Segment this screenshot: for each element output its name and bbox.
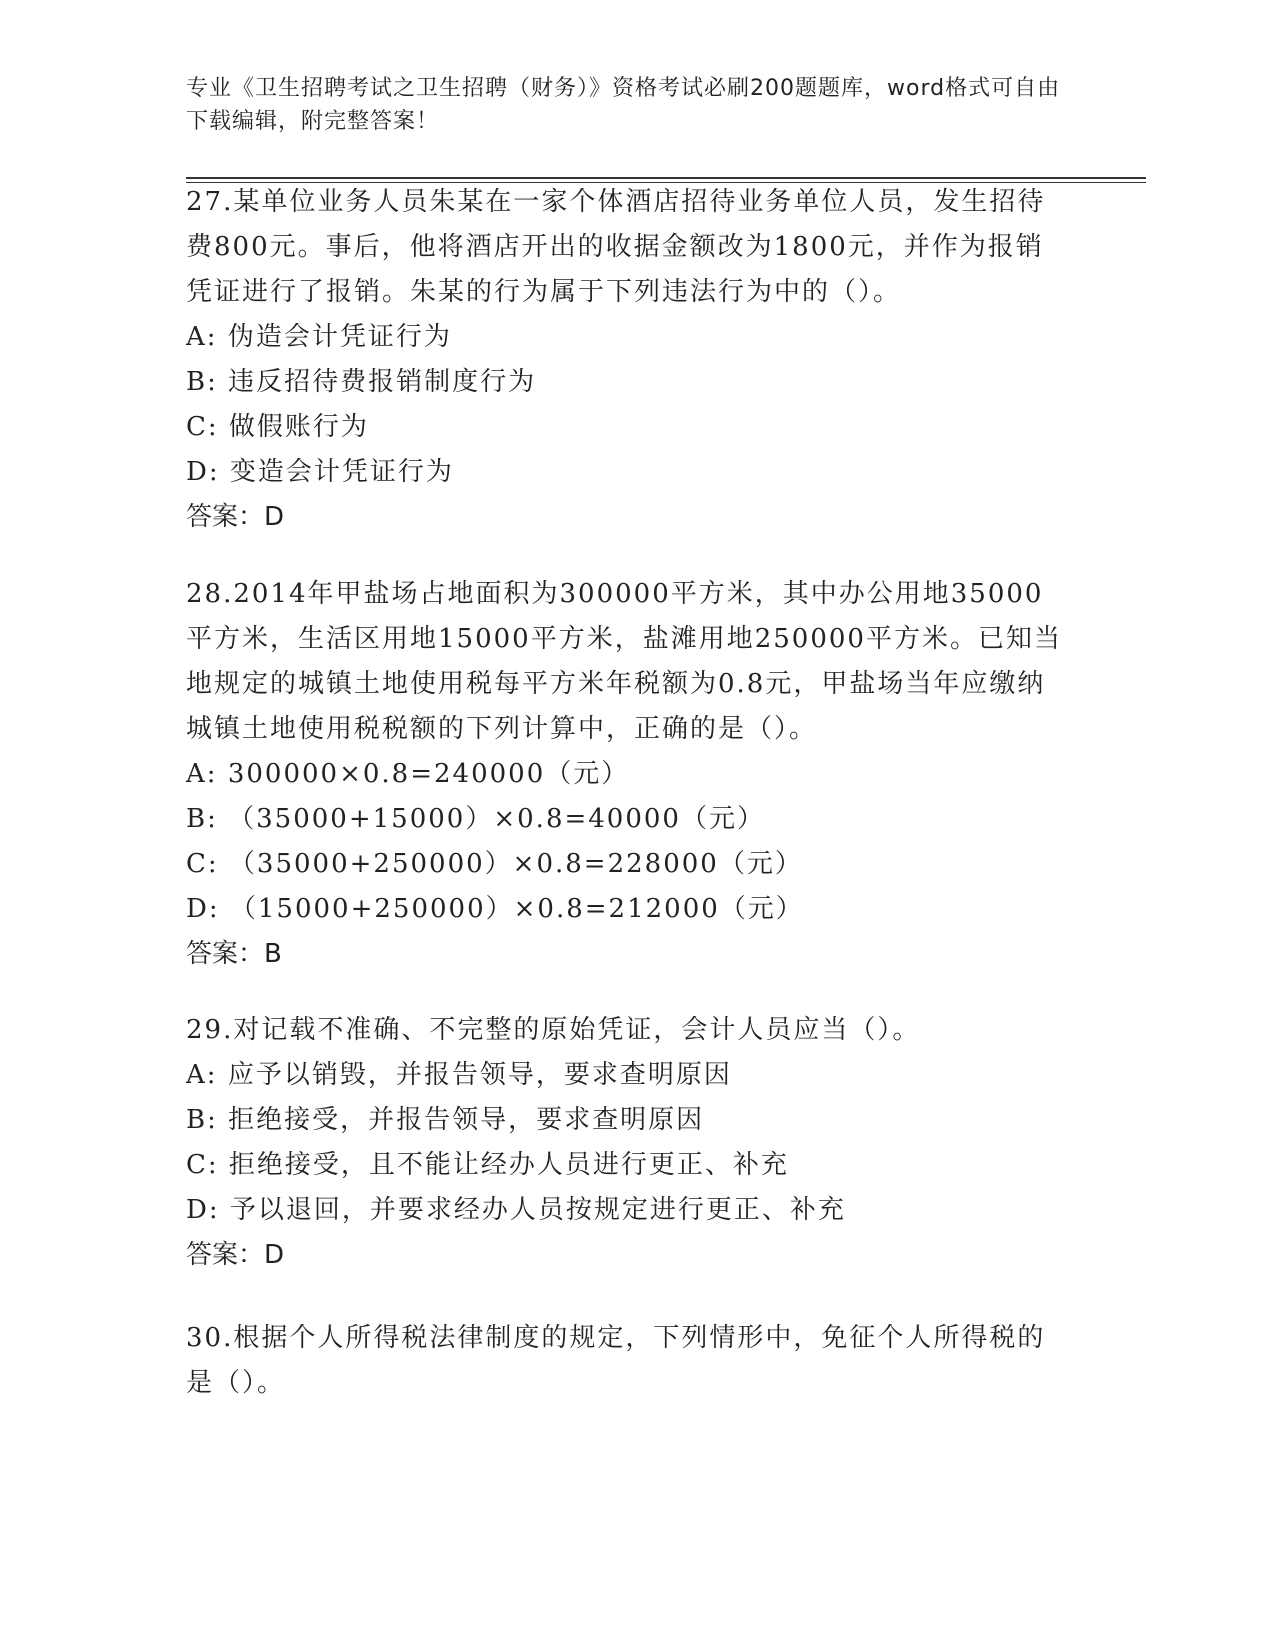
option-c (186, 405, 1066, 450)
answer-value: B (264, 939, 282, 969)
option-c (186, 1143, 1066, 1188)
option-key: A: (186, 322, 218, 352)
option-key: D: (186, 457, 220, 487)
option-text: 做假账行为 (228, 412, 369, 442)
document-header: 专业《卫生招聘考试之卫生招聘（财务）》资格考试必刷200题题库，word格式可自由下载编辑，附完整答案！ (186, 76, 1061, 134)
option-b (186, 360, 1066, 405)
answer-value: D (264, 1240, 285, 1270)
option-b (186, 1098, 1066, 1143)
question-29 (186, 1008, 1066, 1278)
option-key: C: (186, 412, 219, 442)
option-text: （35000+15000）×0.8=40000（元） (228, 804, 765, 834)
option-key: D: (186, 1195, 220, 1225)
option-text: 变造会计凭证行为 (229, 457, 454, 487)
option-text: 伪造会计凭证行为 (227, 322, 452, 352)
option-text: （15000+250000）×0.8=212000（元） (229, 894, 804, 924)
answer-line (186, 932, 1066, 977)
header-divider-thick (186, 177, 1146, 179)
option-text: 违反招待费报销制度行为 (228, 367, 537, 397)
option-text: 予以退回，并要求经办人员按规定进行更正、补充 (229, 1195, 846, 1225)
option-c (186, 842, 1066, 887)
option-d (186, 450, 1066, 495)
question-stem: 28.2014年甲盐场占地面积为300000平方米，其中办公用地35000平方米，生活区用地15000平方米，盐滩用地250000平方米。已知当地规定的城镇土地使用税每平方米年税额为0.8元，甲盐场当年应缴纳城镇土地使用税税额的下列计算中，正确的是（）。 (186, 579, 1062, 744)
question-stem: 29.对记载不准确、不完整的原始凭证，会计人员应当（）。 (186, 1015, 921, 1045)
question-27 (186, 180, 1066, 540)
answer-value: D (264, 502, 285, 532)
option-b (186, 797, 1066, 842)
option-a (186, 1053, 1066, 1098)
option-a (186, 752, 1066, 797)
question-30 (186, 1316, 1066, 1406)
answer-line (186, 495, 1066, 540)
option-key: A: (186, 1060, 218, 1090)
answer-line (186, 1233, 1066, 1278)
option-d (186, 1188, 1066, 1233)
option-a (186, 315, 1066, 360)
option-key: A: (186, 759, 218, 789)
question-28 (186, 572, 1066, 977)
option-text: 300000×0.8=240000（元） (227, 759, 630, 789)
option-key: B: (186, 367, 218, 397)
option-key: C: (186, 849, 219, 879)
answer-label: 答案： (186, 502, 265, 532)
option-key: C: (186, 1150, 219, 1180)
answer-label: 答案： (186, 939, 265, 969)
question-stem: 30.根据个人所得税法律制度的规定，下列情形中，免征个人所得税的是（）。 (186, 1323, 1046, 1398)
option-text: （35000+250000）×0.8=228000（元） (228, 849, 803, 879)
answer-label: 答案： (186, 1240, 265, 1270)
option-key: B: (186, 1105, 218, 1135)
option-text: 应予以销毁，并报告领导，要求查明原因 (227, 1060, 732, 1090)
option-text: 拒绝接受，且不能让经办人员进行更正、补充 (228, 1150, 789, 1180)
option-text: 拒绝接受，并报告领导，要求查明原因 (228, 1105, 705, 1135)
option-d (186, 887, 1066, 932)
question-stem: 27.某单位业务人员朱某在一家个体酒店招待业务单位人员，发生招待费800元。事后，他将酒店开出的收据金额改为1800元，并作为报销凭证进行了报销。朱某的行为属于下列违法行为中的（）。 (186, 187, 1046, 307)
option-key: D: (186, 894, 220, 924)
option-key: B: (186, 804, 218, 834)
